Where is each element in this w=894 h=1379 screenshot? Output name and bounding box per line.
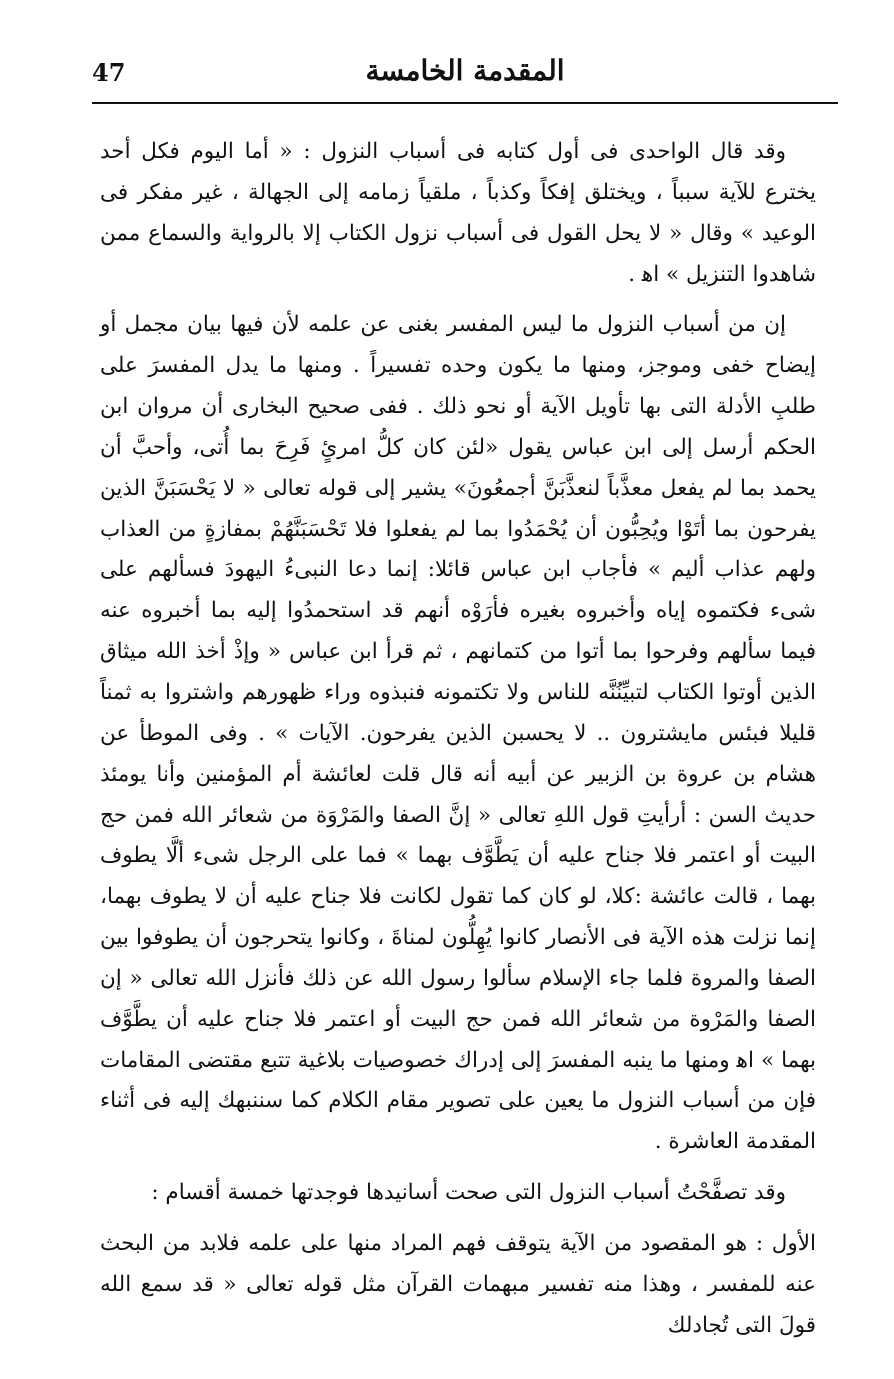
page-header [92, 52, 838, 96]
page-number: 47 [92, 58, 126, 87]
paragraph-five-categories: وقد تصفَّحْتُ أسباب النزول التى صحت أسانيدها فوجدتها خمسة أقسام : [151, 1180, 786, 1206]
paragraph-first-category: الأول : هو المقصود من الآية يتوقف فهم المراد منها على علمه فلابد من البحث عنه للمفسر ، وهذا منه تفسير مبهمات القرآن مثل قوله تعالى « قد سمع الله قولَ التى تُجادلك [100, 1230, 816, 1338]
header-rule [92, 102, 838, 104]
body-text [100, 132, 816, 1346]
paragraph-quote-wahidi: وقد قال الواحدى فى أول كتابه فى أسباب النزول : « أما اليوم فكل أحد يخترع للآية سبباً ، ويختلق إفكاً وكذباً ، ملقياً زمامه إلى الجهالة ، غير مفكر فى الوعيد » وقال « لا يحل القول فى أسباب نزول الكتاب إلا بالرواية والسماع ممن شاهدوا التنزيل » اﻫ . [100, 139, 816, 287]
running-title: المقدمة الخامسة [365, 54, 565, 87]
paragraph-causes-of-revelation: إن من أسباب النزول ما ليس المفسر بغنى عن علمه لأن فيها بيان مجمل أو إيضاح خفى وموجز، ومنها ما يكون وحده تفسيراً . ومنها ما يدل المفسرَ على طلبِ الأدلة التى بها تأويل الآية أو نحو ذلك . ففى صحيح البخارى أن مروان ابن الحكم أرسل إلى ابن عباس يقول «لئن كان كلُّ امرئٍ فَرِحَ بما أُتى، وأحبَّ أن يحمد بما لم يفعل معذَّباً لنعذَّبَنَّ أجمعُونَ» يشير إلى قوله تعالى « لا يَحْسَبَنَّ الذين يفرحون بما أتَوْا ويُحِبُّون أن يُحْمَدُوا بما لم يفعلوا فلا تَحْسَبَنَّهُمْ بمفازةٍ من العذاب ولهم عذاب أليم » فأجاب ابن عباس قائلا: إنما دعا النبىءُ اليهودَ فسألهم على شىء فكتموه إياه وأخبروه بغيره فأرَوْه أنهم قد استحمدُوا إليه بما أخبروه عنه فيما سألهم وفرحوا بما أتوا من كتمانهم ، ثم قرأ ابن عباس « وإذْ أخذ الله ميثاق الذين أوتوا الكتاب لتبيِّنُنَّه للناس ولا تكتمونه فنبذوه وراء ظهورهم واشتروا به ثمناً قليلا فبئس مايشترون .. لا يحسبن الذين يفرحون. الآيات » . وفى الموطأ عن هشام بن عروة بن الزبير عن أبيه أنه قال قلت لعائشة أم المؤمنين وأنا يومئذ حديث السن : أرأيتِ قول اللهِ تعالى « إنَّ الصفا والمَرْوَة من شعائر الله فمن حج البيت أو اعتمر فلا جناح عليه أن يَطَّوَّف بهما » فما على الرجل شىء ألَّا يطوف بهما ، قالت عائشة :كلا، لو كان كما تقول لكانت فلا جناح عليه أن لا يطوف بهما، إنما نزلت هذه الآية فى الأنصار كانوا يُهِلُّون لمناةَ ، وكانوا يتحرجون أن يطوفوا بين الصفا والمروة فلما جاء الإسلام سألوا رسول الله عن ذلك فأنزل الله تعالى « إن الصفا والمَرْوة من شعائر الله فمن حج البيت أو اعتمر فلا جناح عليه أن يطَّوَّف بهما » اﻫ ومنها ما ينبه المفسرَ إلى إدراك خصوصيات بلاغية تتبع مقتضى المقامات فإن من أسباب النزول ما يعين على تصوير مقام الكلام كما سننبهك إليه فى أثناء المقدمة العاشرة . [100, 312, 816, 1155]
